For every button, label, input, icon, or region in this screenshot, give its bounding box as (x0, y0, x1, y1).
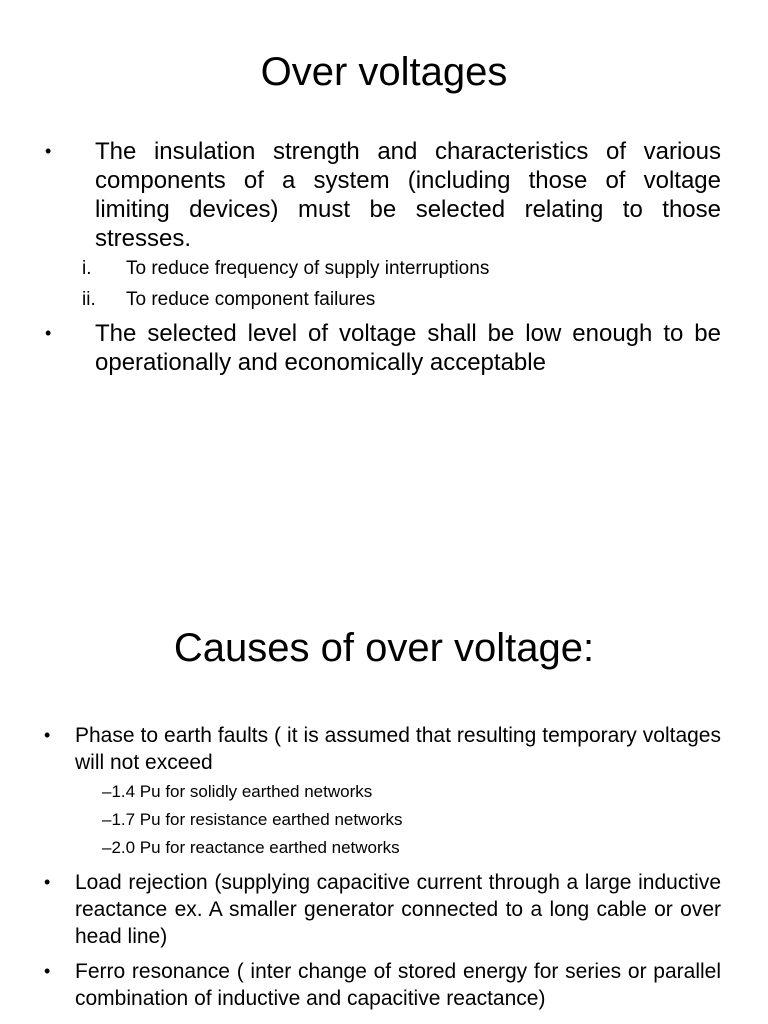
bullet-text: Load rejection (supplying capacitive current through a large inductive reactance ex. A smaller generator connected to a long cable or over head line) (75, 871, 721, 948)
dash-list-item: –2.0 Pu for reactance earthed networks (102, 838, 400, 857)
slide-title: Over voltages (260, 50, 508, 94)
bullet-dot: • (44, 725, 51, 745)
slide-causes-of-over-voltage (0, 512, 768, 1024)
dash-list-item: –1.7 Pu for resistance earthed networks (102, 810, 403, 829)
sub-list-item (82, 287, 375, 313)
dash-list-item: –1.4 Pu for solidly earthed networks (102, 782, 373, 801)
bullet-dot: • (45, 323, 52, 343)
bullet-dot: • (44, 961, 51, 981)
bullet-text: The insulation strength and characteristics of various components of a system (including those of voltage limiting devices) must be selected relating to those stresses. (95, 138, 721, 252)
slide-title: Causes of over voltage: (173, 626, 595, 670)
sub-list-item (82, 256, 489, 282)
bullet-text: The selected level of voltage shall be low enough to be operationally and economically acceptable (95, 320, 721, 376)
bullet-text: Ferro resonance ( inter change of stored energy for series or parallel combination of inductive and capacitive reactance) (75, 960, 721, 1010)
bullet-item (44, 958, 721, 1012)
sub-list-text: To reduce frequency of supply interruptions (126, 258, 490, 279)
bullet-text: Phase to earth faults ( it is assumed that resulting temporary voltages will not exceed (75, 724, 721, 774)
bullet-item (45, 319, 721, 377)
sub-list-number: ii. (82, 289, 96, 310)
sub-list-text: To reduce component failures (126, 289, 376, 310)
bullet-dot: • (44, 872, 51, 892)
bullet-dot: • (45, 141, 52, 161)
sub-list-number: i. (82, 258, 92, 279)
bullet-item (44, 869, 721, 950)
bullet-item (44, 722, 721, 776)
bullet-item (45, 137, 721, 253)
